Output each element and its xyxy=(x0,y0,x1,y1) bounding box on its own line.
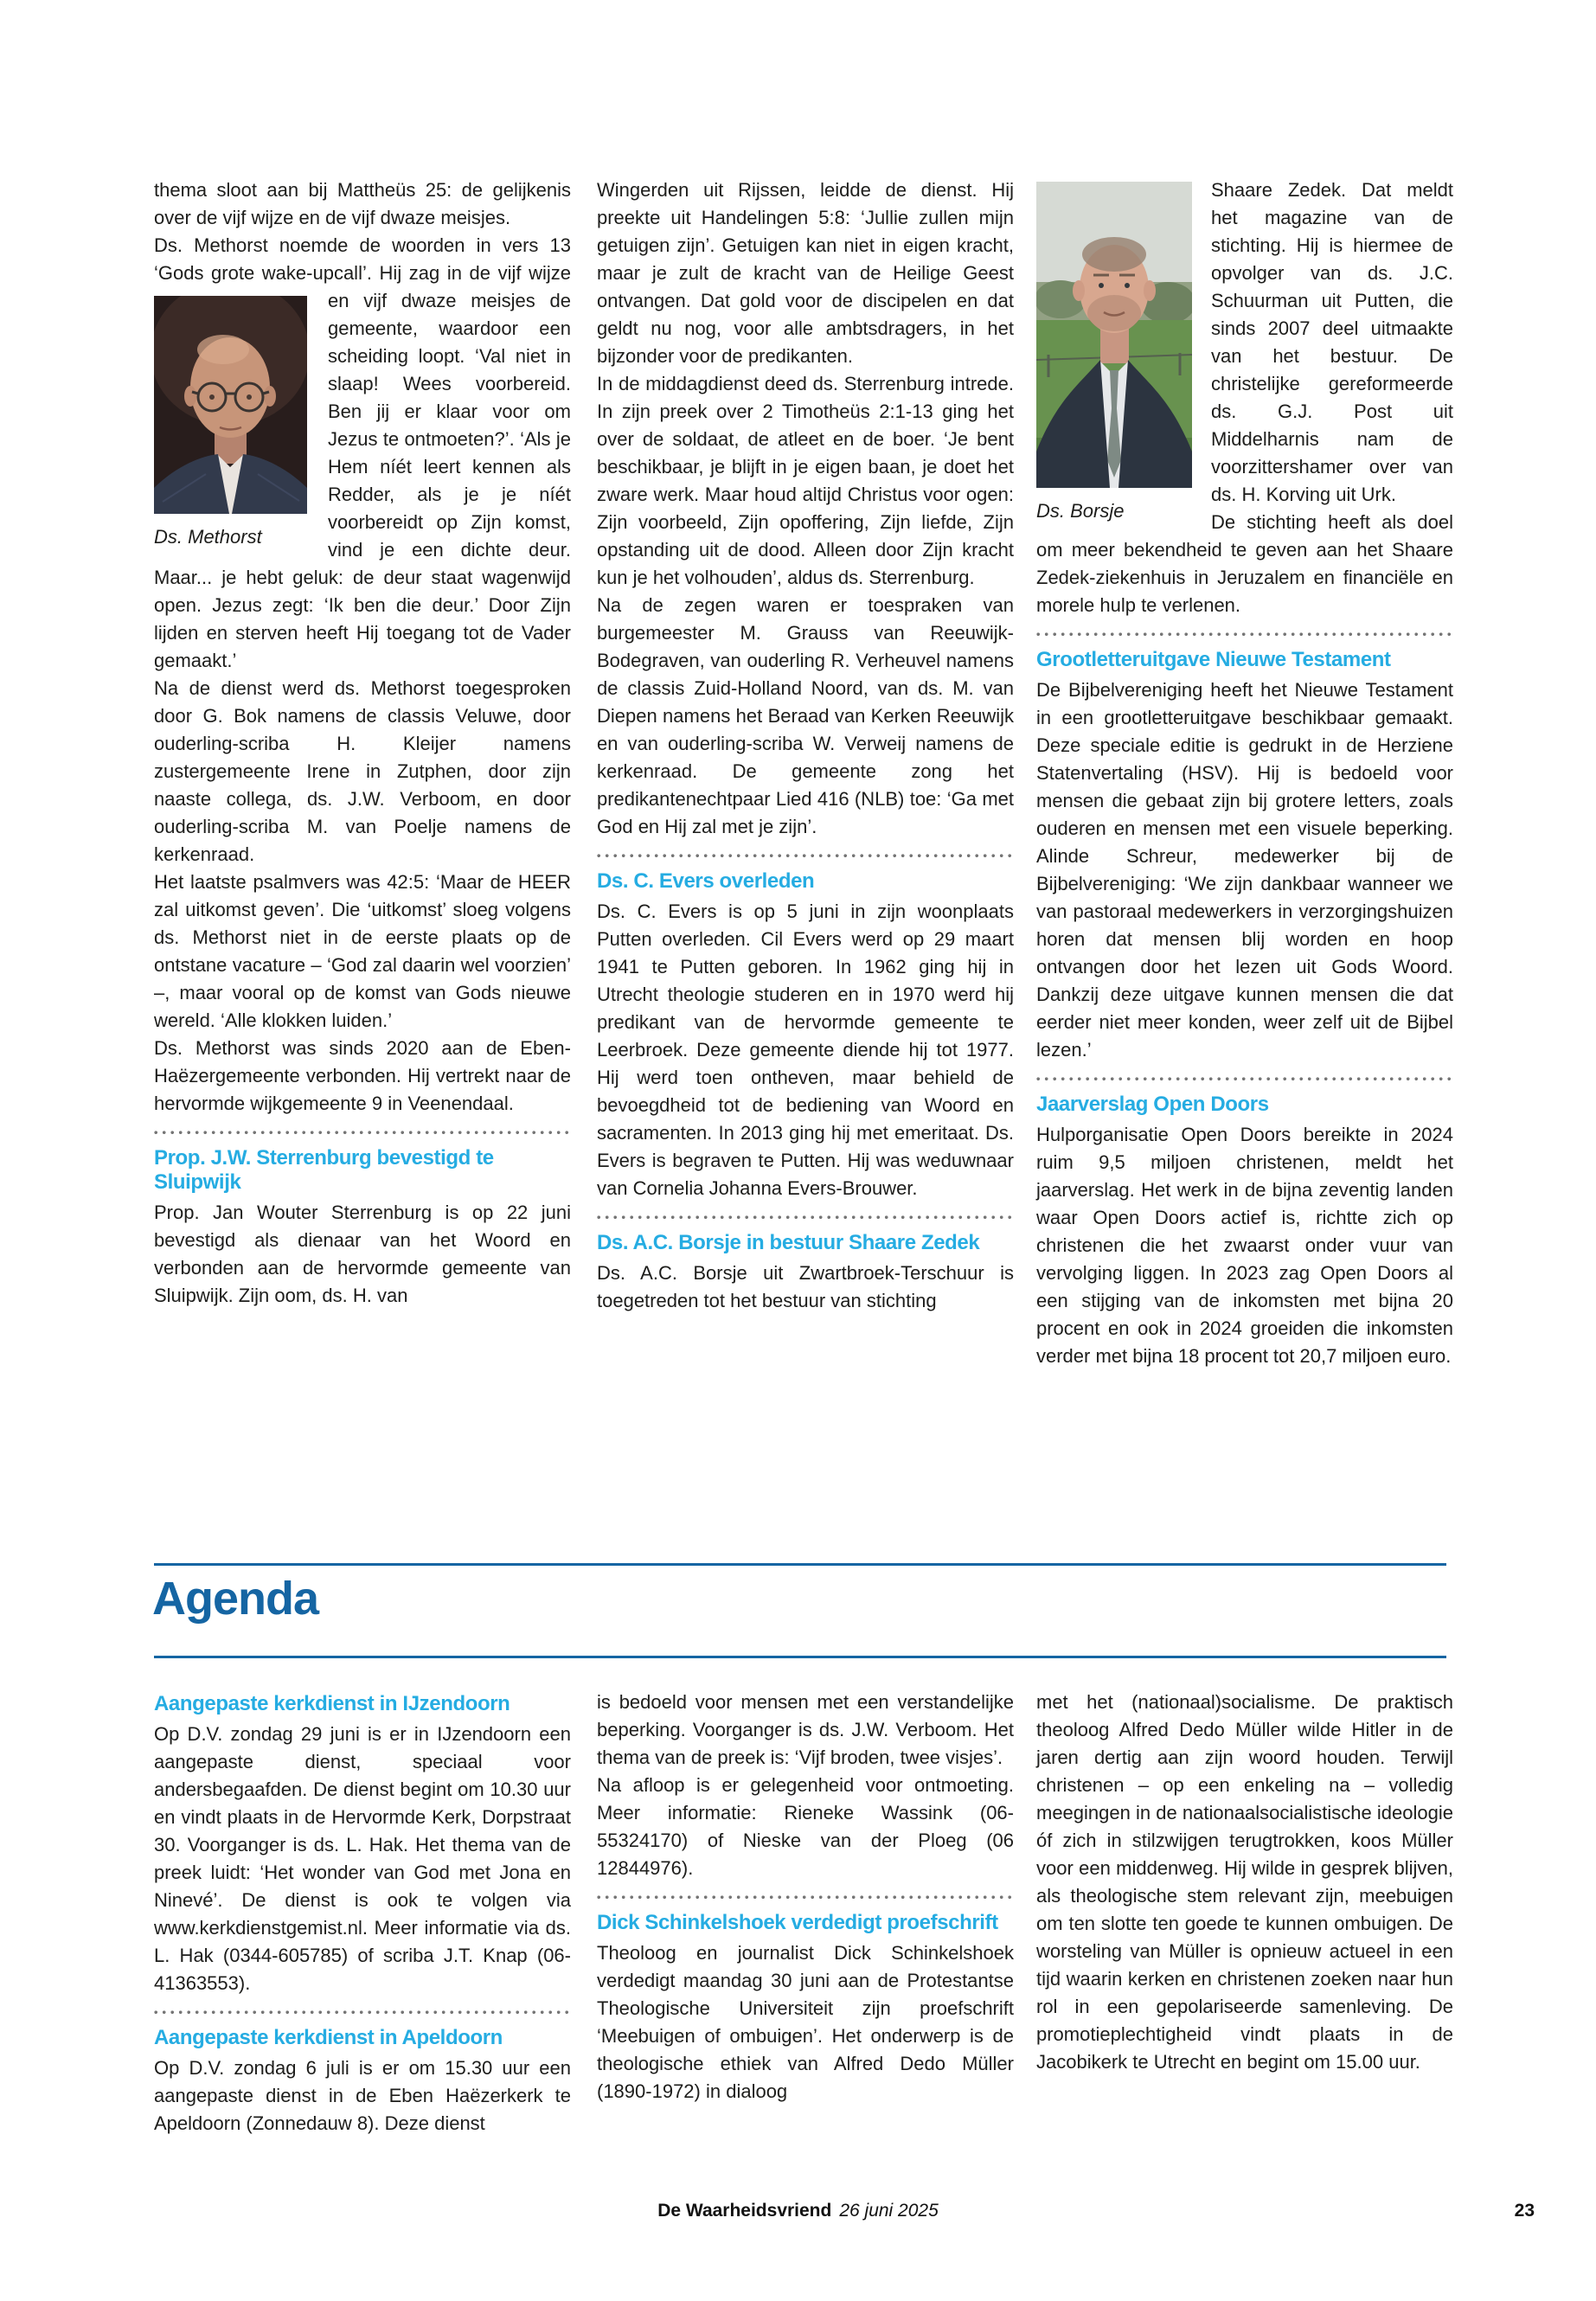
agenda-col3-paragraph-1: met het (nationaal)socialisme. De praktisch theoloog Alfred Dedo Müller wilde Hitler in de jaren dertig aan zijn woord houden. Terwijl christenen – op een enkeling na – volledig meegingen in de nationaalsocialistische ideologie óf zich in stilzwijgen terugtrokken, koos Müller voor een middenweg. Hij wilde in gesprek blijven, als theologische stem relevant zijn, meebuigen om ten slotte ten goede te kunnen ombuigen. De worsteling van Müller is opnieuw actueel in een tijd waarin kerken en christenen zoeken naar hun rol in een gepolariseerde samenleving. De promotieplechtigheid vindt plaats in de Jacobikerk te Utrecht en begint om 15.00 uur. xyxy=(1036,1691,1453,2073)
paragraph-text: Ds. Methorst noemde de woorden in vers 13 ‘Gods grote wake-upcall’. Hij zag in de xyxy=(154,234,571,284)
news-col2-paragraph-3: Na de zegen waren er toespraken van burgemeester M. Grauss van Reeuwijk-Bodegraven, van ouderling R. Verheuvel namens de classis Zuid-Holland Noord, van ds. M. van Diepen namens het Beraad van Kerken Reeuwijk en van ouderling-scriba W. Verweij namens de kerkenraad. De gemeente zong het predikantenechtpaar Lied 416 (NLB) toe: ‘Ga met God en Hij zal met je zijn’. xyxy=(597,594,1014,837)
news-col3-paragraph-3: De Bijbelvereniging heeft het Nieuwe Testament in een grootletteruitgave beschikbaar gemaakt. Deze speciale editie is gedrukt in de Herziene Statenvertaling (HSV). Hij is bedoeld voor mensen die gebaat zijn bij grotere letters, zoals ouderen en mensen met een visuele beperking. Alinde Schreur, medewerker bij de Bijbelvereniging: ‘We zijn dankbaar wanneer we van pastoraal medewerkers in verzorgingshuizen horen dat mensen blij worden en hoop ontvangen door het lezen uit Gods Woord. Dankzij deze uitgave kunnen mensen die dat eerder niet meer konden, weer zelf uit de Bijbel lezen.’ xyxy=(1036,679,1453,1061)
dotted-separator xyxy=(597,1215,1014,1220)
agenda-column-3 xyxy=(1036,1689,1453,2076)
news-col2-paragraph-5: Ds. A.C. Borsje uit Zwartbroek-Terschuur is toegetreden tot het bestuur van stichting xyxy=(597,1262,1014,1311)
news-column-1 xyxy=(154,176,571,1310)
agenda-col2-paragraph-1: is bedoeld voor mensen met een verstandelijke beperking. Voorganger is ds. J.W. Verboom. Het thema van de preek is: ‘Vijf broden, twee visjes’. xyxy=(597,1691,1014,1768)
news-col3-paragraph-1 xyxy=(1036,176,1453,522)
dotted-separator xyxy=(597,1895,1014,1900)
heading-borsje-bestuur: Ds. A.C. Borsje in bestuur Shaare Zedek xyxy=(597,1231,980,1254)
paragraph-text: vijf wijze en vijf dwaze meisjes de gemeente, waardoor een scheiding loopt. ‘Val niet in slaap! Wees voorbereid. Ben jij er klaar voor om Jezus te ontmoeten?’. ‘Als je Hem níét leert kennen als Redder, als je je níét voorbereidt op Zijn komst, vind je een dichte deur. Maar... je hebt geluk: de deur staat wagenwijd open. Jezus zegt: ‘Ik ben die deur.’ Door Zijn lijden en sterven heeft Hij toegang tot de Vader gemaakt.’ xyxy=(154,262,571,671)
paragraph-text: Shaare Zedek. Dat meldt het magazine van de stichting. Hij is hiermee de opvolger van ds. J.C. Schuurman uit Putten, die sinds 2007 deel uitmaakte van het bestuur. De christelijke gereformeerde ds. G.J. Post uit Middelharnis nam de voorzittershamer over van ds. H. Korving uit Urk. xyxy=(1211,179,1453,505)
agenda-column-2 xyxy=(597,1689,1014,2106)
page-footer xyxy=(0,2201,1596,2221)
heading-evers-overleden: Ds. C. Evers overleden xyxy=(597,869,815,893)
agenda-col2-paragraph-3: Theoloog en journalist Dick Schinkelshoek verdedigt maandag 30 juni aan de Protestantse Theologische Universiteit zijn proefschrift ‘Meebuigen of ombuigen’. Het onderwerp is de theologische ethiek van Alfred Dedo Müller (1890-1972) in dialoog xyxy=(597,1942,1014,2102)
news-col2-paragraph-2: In de middagdienst deed ds. Sterrenburg intrede. In zijn preek over 2 Timotheüs 2:1-13 ging het over de soldaat, de atleet en de boer. ‘Je bent beschikbaar, je blijft in je eigen baan, je doet het zware werk. Maar houd altijd Christus voor ogen: Zijn voorbeeld, Zijn opoffering, Zijn liefde, Zijn opstanding uit de dood. Alleen door Zijn kracht kun je het volhouden’, aldus ds. Sterrenburg. xyxy=(597,373,1014,588)
methorst-caption: Ds. Methorst xyxy=(154,526,262,548)
news-col2-paragraph-1: Wingerden uit Rijssen, leidde de dienst. Hij preekte uit Handelingen 5:8: ‘Jullie zullen mijn getuigen zijn’. Getuigen kan niet in eigen kracht, maar je zult de kracht van de Heilige Geest ontvangen. Dat gold voor de discipelen en dat geldt nu nog, voor alle ambtsdragers, in het bijzonder voor de predikanten. xyxy=(597,179,1014,367)
footer-magazine-name: De Waarheidsvriend xyxy=(657,2201,832,2221)
news-col1-paragraph-1: thema sloot aan bij Mattheüs 25: de gelijkenis over de vijf wijze en de vijf dwaze meisjes. xyxy=(154,179,571,228)
agenda-col1-paragraph-1: Op D.V. zondag 29 juni is er in IJzendoorn een aangepaste dienst, speciaal voor andersbegaafden. De dienst begint om 10.30 uur en vindt plaats in de Hervormde Kerk, Dorpstraat 30. Voorganger is ds. L. Hak. Het thema van de preek luidt: ‘Het wonder van God met Jona en Ninevé’. De dienst is ook te volgen via www.kerkdienstgemist.nl. Meer informatie via ds. L. Hak (0344-605785) of scriba J.T. Knap (06-41363553). xyxy=(154,1723,571,1994)
news-col1-paragraph-5: Ds. Methorst was sinds 2020 aan de Eben-Haëzergemeente verbonden. Hij vertrekt naar de hervormde wijkgemeente 9 in Veenendaal. xyxy=(154,1037,571,1114)
news-col1-paragraph-6: Prop. Jan Wouter Sterrenburg is op 22 juni bevestigd als dienaar van het Woord en verbonden aan de hervormde gemeente van Sluipwijk. Zijn oom, ds. H. van xyxy=(154,1202,571,1306)
borsje-caption: Ds. Borsje xyxy=(1036,500,1125,522)
news-col1-paragraph-4: Het laatste psalmvers was 42:5: ‘Maar de HEER zal uitkomst geven’. Die ‘uitkomst’ sloeg volgens ds. Methorst niet in de eerste plaats op de ontstane vacature – ‘God zal daarin wel voorzien’ –, maar vooral op de komst van Gods nieuwe wereld. ‘Alle klokken luiden.’ xyxy=(154,871,571,1031)
agenda-rule-top xyxy=(154,1563,1446,1566)
news-col2-paragraph-4: Ds. C. Evers is op 5 juni in zijn woonplaats Putten overleden. Cil Evers werd op 29 maart 1941 te Putten geboren. In 1962 ging hij in Utrecht theologie studeren en in 1970 werd hij predikant van de hervormde gemeente te Leerbroek. Deze gemeente diende hij tot 1977. Hij werd toen ontheven, maar behield de bevoegdheid tot de bediening van Woord en sacramenten. In 2013 ging hij met emeritaat. Ds. Evers is begraven te Putten. Hij was weduwnaar van Cornelia Johanna Evers-Brouwer. xyxy=(597,901,1014,1199)
heading-sterrenburg-bevestigd: Prop. J.W. Sterrenburg bevestigd te Sluipwijk xyxy=(154,1146,494,1194)
dotted-separator xyxy=(597,854,1014,858)
page-number: 23 xyxy=(1514,2201,1535,2221)
methorst-figure xyxy=(154,296,307,548)
news-section xyxy=(154,176,1453,1561)
dotted-separator xyxy=(154,1131,571,1135)
heading-jaarverslag-open-doors: Jaarverslag Open Doors xyxy=(1036,1093,1269,1116)
dotted-separator xyxy=(1036,632,1453,637)
news-col1-paragraph-2 xyxy=(154,232,571,675)
news-column-3 xyxy=(1036,176,1453,1370)
agenda-col2-paragraph-2: Na afloop is er gelegenheid voor ontmoeting. Meer informatie: Rieneke Wassink (06-55324170) of Nieske van der Ploeg (06 12844976). xyxy=(597,1774,1014,1879)
agenda-column-1 xyxy=(154,1689,571,2138)
news-col3-paragraph-2: De stichting heeft als doel om meer bekendheid te geven aan het Shaare Zedek-ziekenhuis in Jeruzalem en financiële en morele hulp te verlenen. xyxy=(1036,511,1453,616)
methorst-photo xyxy=(154,296,307,514)
heading-schinkelshoek-proefschrift: Dick Schinkelshoek verdedigt proefschrift xyxy=(597,1911,998,1934)
news-col3-paragraph-4: Hulporganisatie Open Doors bereikte in 2024 ruim 9,5 miljoen christenen, meldt het jaarverslag. Het werk in de bijna zeventig landen waar Open Doors actief is, richtte zich op christenen die het zwaarst onder vuur van vervolging liggen. In 2023 zag Open Doors al een stijging van de inkomsten met bijna 20 procent en ook in 2024 groeiden die inkomsten verder met bijna 18 procent tot 20,7 miljoen euro. xyxy=(1036,1124,1453,1367)
dotted-separator xyxy=(154,2010,571,2015)
heading-kerkdienst-apeldoorn: Aangepaste kerkdienst in Apeldoorn xyxy=(154,2026,503,2049)
dotted-separator xyxy=(1036,1077,1453,1081)
agenda-col1-paragraph-2: Op D.V. zondag 6 juli is er om 15.30 uur een aangepaste dienst in de Eben Haëzerkerk te Apeldoorn (Zonnedauw 8). Deze dienst xyxy=(154,2057,571,2134)
borsje-figure xyxy=(1036,182,1192,522)
agenda-rule-bottom xyxy=(154,1656,1446,1658)
agenda-section xyxy=(154,1689,1453,2173)
news-col1-paragraph-3: Na de dienst werd ds. Methorst toegesproken door G. Bok namens de classis Veluwe, door ouderling-scriba H. Kleijer namens zustergemeente Irene in Zutphen, door zijn naaste collega, ds. J.W. Verboom, en door ouderling-scriba M. van Poelje namens de kerkenraad. xyxy=(154,677,571,865)
footer-issue-date: 26 juni 2025 xyxy=(839,2201,939,2221)
borsje-photo xyxy=(1036,182,1192,488)
heading-kerkdienst-ijzendoorn: Aangepaste kerkdienst in IJzendoorn xyxy=(154,1692,510,1715)
agenda-title: Agenda xyxy=(152,1573,319,1625)
heading-grootletteruitgave: Grootletteruitgave Nieuwe Testament xyxy=(1036,648,1391,671)
news-column-2 xyxy=(597,176,1014,1315)
